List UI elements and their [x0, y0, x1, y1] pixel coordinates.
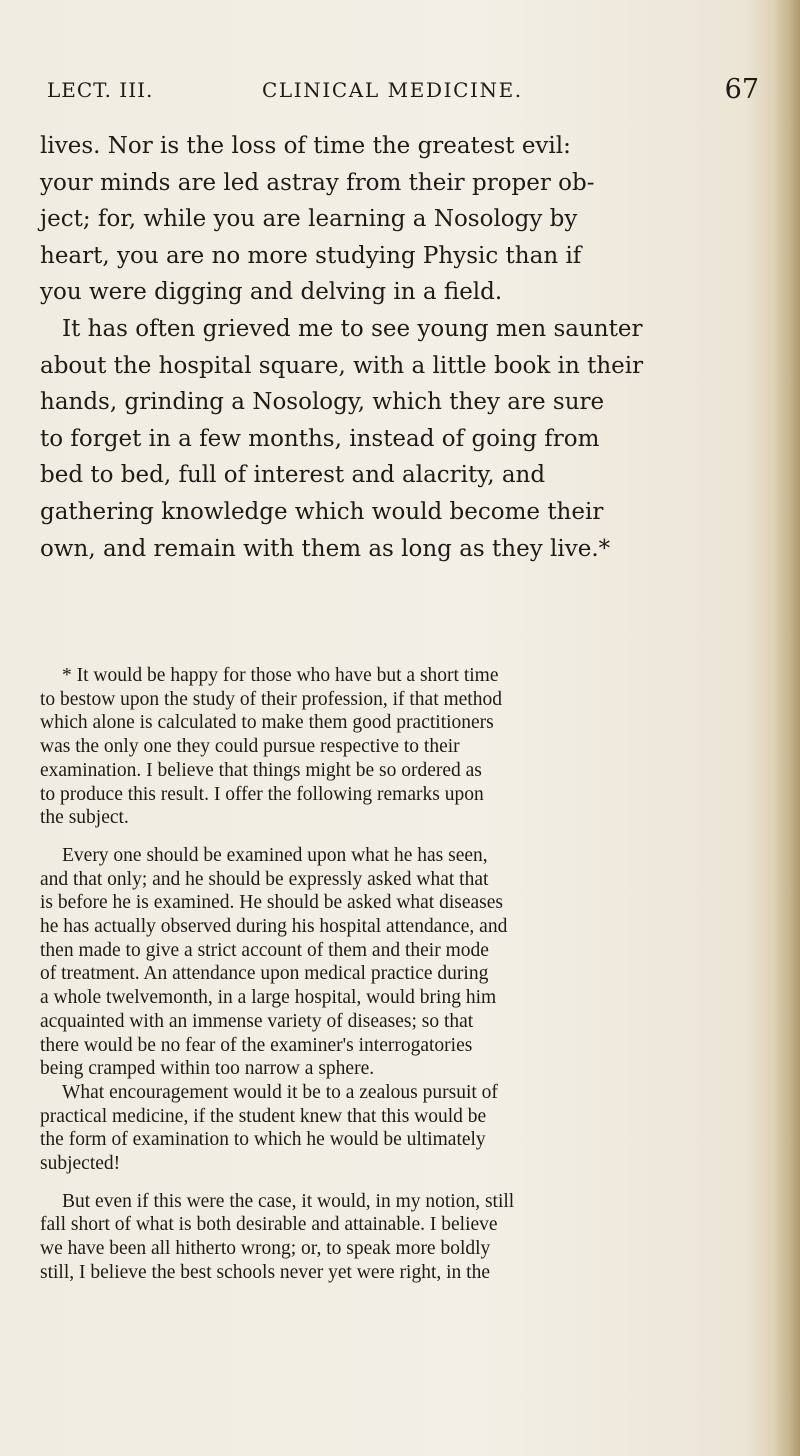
text-line: heart, you are no more studying Physic than if	[40, 242, 582, 269]
text-line: your minds are led astray from their proper ob-	[40, 169, 595, 196]
text-line: It has often grieved me to see young men saunter	[62, 315, 643, 342]
text-line: you were digging and delving in a field.	[40, 279, 503, 306]
page-number: 67	[724, 74, 759, 105]
text-line: gathering knowledge which would become their	[40, 498, 604, 525]
running-header	[47, 74, 759, 114]
text-line: and that only; and he should be expressly asked what that	[40, 868, 489, 890]
text-line: a whole twelvemonth, in a large hospital, would bring him	[40, 987, 497, 1009]
text-line: the form of examination to which he would be ultimately	[40, 1129, 486, 1151]
text-line: Every one should be examined upon what he has seen,	[62, 844, 488, 866]
text-line: to forget in a few months, instead of going from	[40, 425, 600, 452]
paragraph	[40, 128, 760, 311]
text-line: was the only one they could pursue respective to their	[40, 736, 460, 758]
text-line: practical medicine, if the student knew that this would be	[40, 1105, 487, 1127]
footnotes	[40, 664, 762, 1285]
paragraph-gap	[40, 830, 762, 844]
text-line: But even if this were the case, it would, in my notion, still	[62, 1190, 515, 1212]
main-text	[40, 128, 760, 567]
text-line: then made to give a strict account of them and their mode	[40, 939, 489, 961]
paragraph-gap	[40, 1176, 762, 1190]
text-line: acquainted with an immense variety of diseases; so that	[40, 1010, 474, 1032]
text-line: he has actually observed during his hospital attendance, and	[40, 916, 508, 938]
text-line: to produce this result. I offer the following remarks upon	[40, 783, 484, 805]
lecture-number: LECT. III.	[47, 78, 154, 102]
text-line: still, I believe the best schools never yet were right, in the	[40, 1261, 490, 1283]
text-line: subjected!	[40, 1153, 121, 1175]
text-line: ject; for, while you are learning a Nosology by	[40, 206, 578, 233]
text-line: of treatment. An attendance upon medical practice during	[40, 963, 489, 985]
text-line: lives. Nor is the loss of time the greatest evil:	[40, 133, 571, 159]
footnote-paragraph	[40, 664, 762, 830]
text-line: being cramped within too narrow a sphere.	[40, 1058, 375, 1080]
footnote-paragraph	[40, 1081, 762, 1176]
paragraph	[40, 311, 760, 567]
text-line: examination. I believe that things might be so ordered as	[40, 759, 482, 781]
text-line: What encouragement would it be to a zealous pursuit of	[62, 1081, 498, 1103]
page-edge-shadow	[774, 0, 800, 1456]
text-line: bed to bed, full of interest and alacrity, and	[40, 462, 546, 489]
text-line: fall short of what is both desirable and attainable. I believe	[40, 1214, 498, 1236]
text-line: own, and remain with them as long as they live.*	[40, 535, 611, 562]
text-line: the subject.	[40, 807, 129, 829]
text-line: hands, grinding a Nosology, which they are sure	[40, 389, 605, 416]
text-line: which alone is calculated to make them good practitioners	[40, 712, 494, 734]
text-line: * It would be happy for those who have but a short time	[62, 665, 499, 686]
text-line: there would be no fear of the examiner's interrogatories	[40, 1034, 473, 1056]
text-line: is before he is examined. He should be asked what diseases	[40, 892, 503, 914]
text-line: about the hospital square, with a little book in their	[40, 352, 644, 379]
running-title: CLINICAL MEDICINE.	[262, 78, 523, 102]
text-line: we have been all hitherto wrong; or, to speak more boldly	[40, 1238, 491, 1260]
footnote-paragraph	[40, 844, 762, 1081]
footnote-paragraph	[40, 1190, 762, 1285]
text-line: to bestow upon the study of their profession, if that method	[40, 688, 502, 710]
